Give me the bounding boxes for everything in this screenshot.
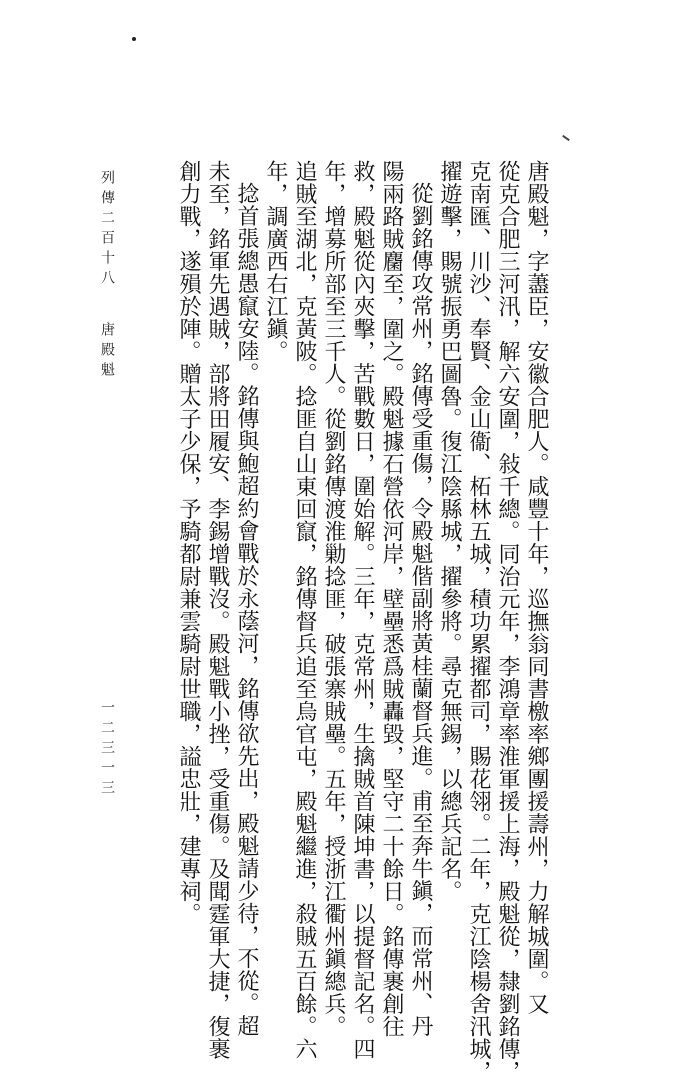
text-column-8: 年，增募所部至三千人。從劉銘傳渡淮勦捻匪，破張寨賊壘。五年，授浙江衢州鎭總兵。 — [321, 160, 346, 1038]
text-column-4: 擢遊擊，賜號振勇巴圖魯。復江陰縣城，擢參將。尋克無錫，以總兵記名。 — [437, 160, 462, 903]
text-column-11: 捻首張總愚竄安陸。銘傳與鮑超約會戰於永蔭河，銘傳欲先出，殿魁請少待，不從。超 — [234, 182, 259, 1037]
text-column-1: 唐殿魁，字藎臣，安徽合肥人。咸豐十年，巡撫翁同書檄率鄉團援壽州，力解城圍。又 — [524, 160, 549, 1015]
ink-dot — [132, 37, 136, 41]
text-column-6: 陽兩路賊麕至，圍之。殿魁據石營依河岸，壁壘悉爲賊轟毀，堅守二十餘日。銘傳裹創往 — [379, 160, 404, 1038]
text-column-2: 從克合肥三河汛，解六安圍，敍千總。同治元年，李鴻章率淮軍援上海，殿魁從，隸劉銘傳， — [495, 160, 520, 1083]
text-column-5: 從劉銘傳攻常州，銘傳受重傷，令殿魁偕副將黃桂蘭督兵進。甫至奔牛鎭，而常州、丹 — [408, 182, 433, 1037]
text-column-13: 創力戰，遂殞於陣。贈太子少保，予騎都尉兼雲騎尉世職，謚忠壯，建專祠。 — [176, 160, 201, 925]
text-column-9: 追賊至湖北，克黃陂。捻匪自山東回竄，銘傳督兵追至烏官屯，殿魁繼進，殺賊五百餘。六 — [292, 160, 317, 1060]
chapter-title: 列傳二百十八 — [99, 170, 115, 290]
text-column-3: 克南匯、川沙、奉賢、金山衞、柘林五城，積功累擢都司，賜花翎。二年，克江陰楊舍汛城， — [466, 160, 491, 1083]
page-number: 一二三一三 — [99, 700, 115, 800]
ink-mark — [562, 135, 570, 141]
text-column-10: 年，調廣西右江鎭。 — [263, 160, 288, 363]
text-column-12: 未至，銘軍先遇賊，部將田履安、李錫增戰沒。殿魁戰小挫，受重傷。及聞霆軍大捷，復裹 — [205, 160, 230, 1060]
text-column-7: 救，殿魁從內夾擊，苦戰數日，圍始解。三年，克常州，生擒賊首陳坤書，以提督記名。四 — [350, 160, 375, 1060]
biography-name: 唐殿魁 — [99, 322, 115, 382]
